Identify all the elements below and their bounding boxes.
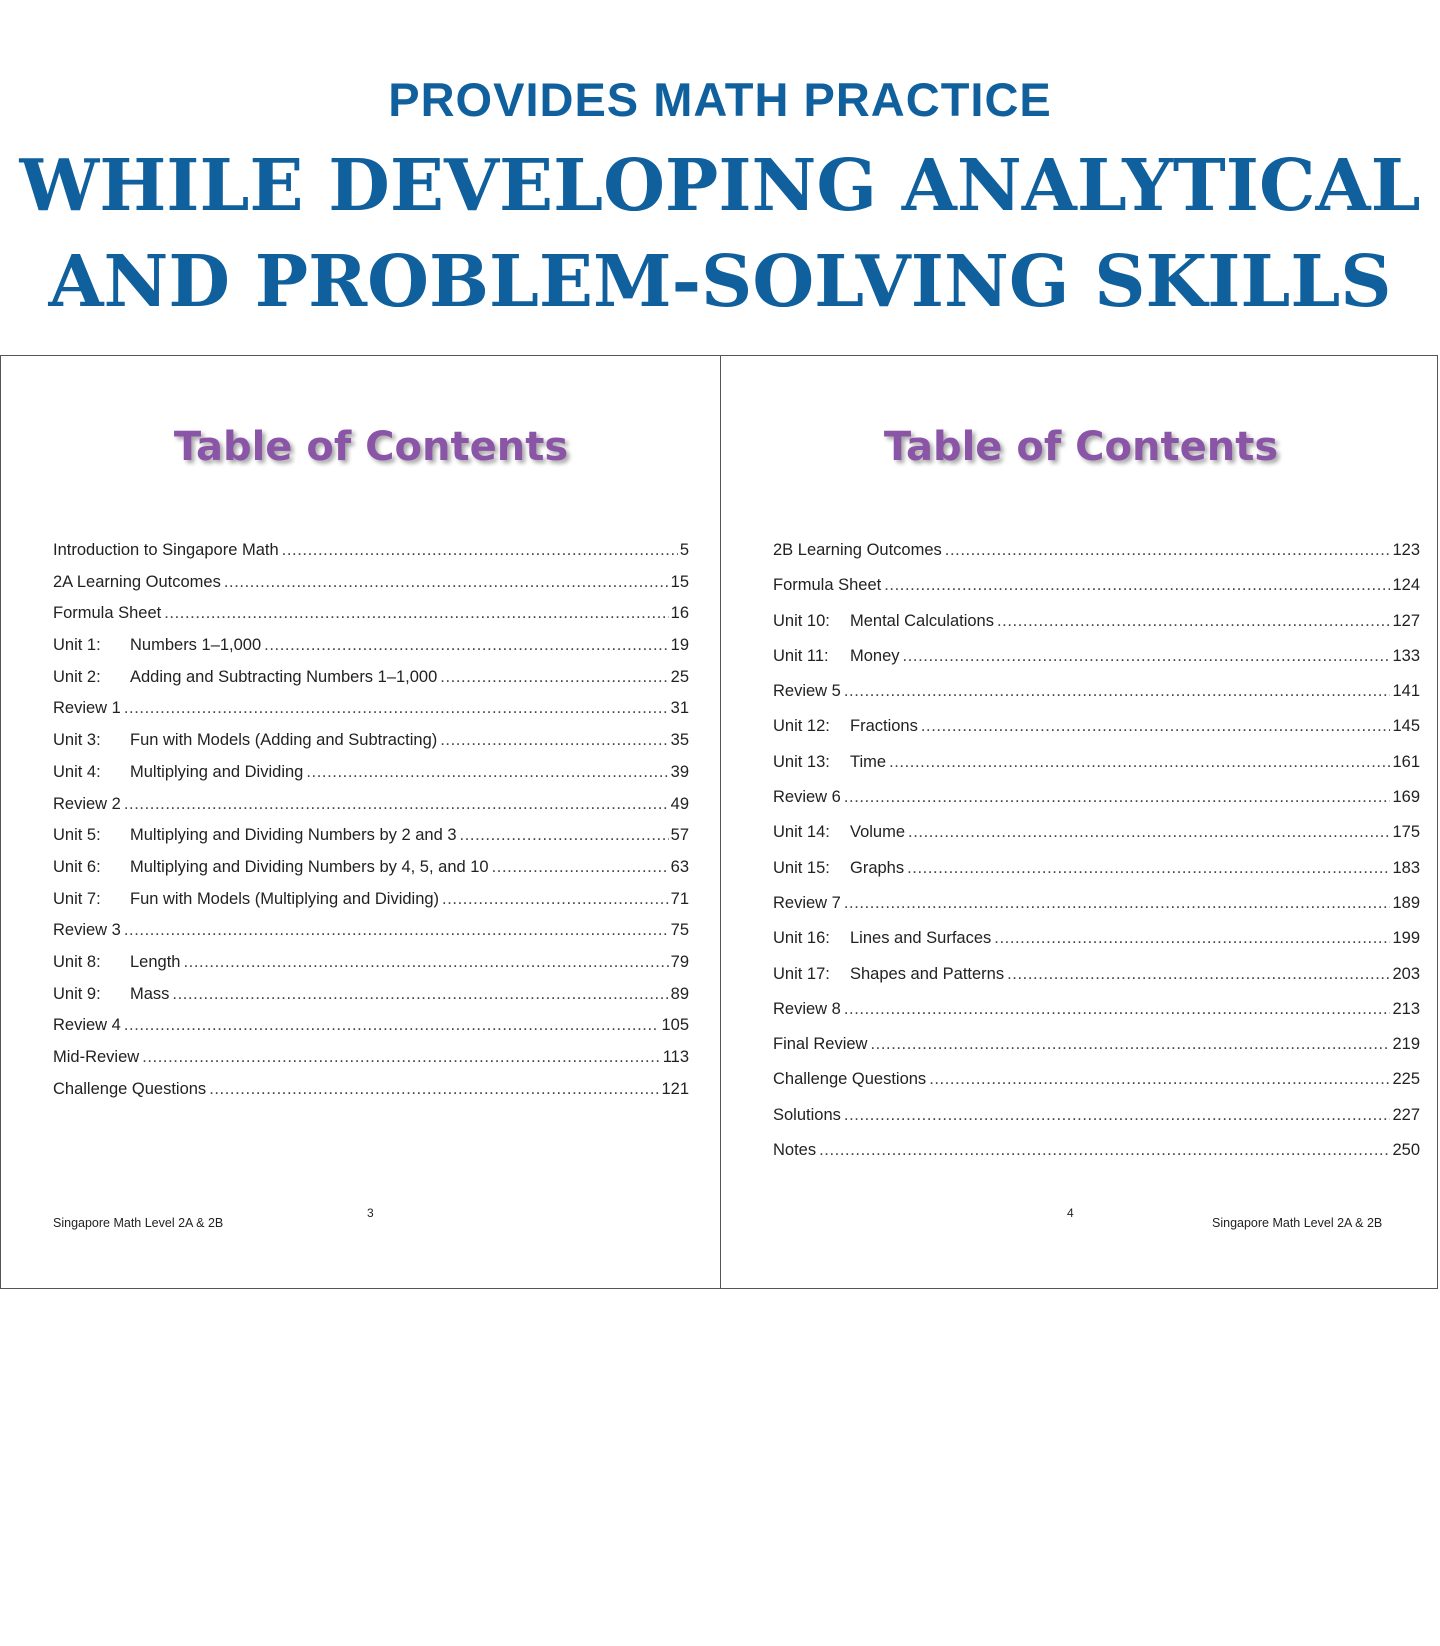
toc-entry-page: 124 — [1392, 576, 1420, 595]
toc-entry-page: 161 — [1392, 752, 1420, 771]
toc-entry-label: Mid-Review — [53, 1048, 140, 1066]
toc-entry — [53, 921, 689, 953]
toc-entry-page: 79 — [670, 952, 689, 971]
toc-entry-title: Adding and Subtracting Numbers 1–1,000 — [130, 667, 438, 686]
toc-entry-page: 203 — [1392, 964, 1420, 983]
toc-entry — [53, 604, 689, 636]
toc-dot-leader — [884, 576, 1390, 595]
toc-entry-label: 2A Learning Outcomes — [53, 572, 221, 591]
toc-dot-leader — [903, 647, 1391, 666]
toc-dot-leader — [142, 1048, 661, 1067]
toc-entry-page: 63 — [670, 857, 689, 876]
toc-entry-page: 15 — [670, 572, 689, 591]
toc-entry-page: 213 — [1392, 999, 1420, 1018]
toc-dot-leader — [870, 1035, 1390, 1054]
toc-entry — [773, 753, 1420, 788]
toc-entry-page: 71 — [670, 889, 689, 908]
toc-entry — [53, 573, 689, 605]
toc-dot-leader — [908, 823, 1390, 842]
toc-entry-label: Unit 1: — [53, 636, 101, 655]
toc-entry-label: Introduction to Singapore Math — [53, 541, 279, 559]
toc-entry-page: 105 — [661, 1016, 689, 1035]
toc-entry — [773, 1141, 1420, 1176]
toc-entry-label: Review 1 — [53, 699, 121, 718]
toc-entry-page: 127 — [1392, 611, 1420, 630]
promo-header — [0, 0, 1440, 355]
toc-entry-title: Multiplying and Dividing Numbers by 4, 5, and 10 — [130, 857, 489, 876]
toc-dot-leader — [844, 682, 1391, 701]
toc-entry — [773, 1000, 1420, 1035]
toc-dot-leader — [209, 1080, 659, 1099]
toc-entry-label: Unit 13: — [773, 752, 830, 771]
toc-entry — [773, 894, 1420, 929]
toc-entry-page: 169 — [1392, 788, 1420, 807]
toc-entry — [773, 1070, 1420, 1105]
toc-entry-label: Unit 14: — [773, 823, 830, 842]
toc-entry — [773, 612, 1420, 647]
toc-entry-page: 189 — [1392, 893, 1420, 912]
toc-entry-page: 250 — [1392, 1141, 1420, 1160]
toc-entry — [53, 636, 689, 668]
toc-entry-label: Review 8 — [773, 999, 841, 1018]
toc-entry-label: Unit 11: — [773, 646, 829, 665]
toc-entry — [53, 858, 689, 890]
toc-entry-title: Volume — [850, 823, 906, 842]
toc-entry-label: Unit 4: — [53, 762, 101, 781]
toc-entry-label: Unit 8: — [53, 952, 101, 971]
toc-dot-leader — [844, 1106, 1391, 1125]
toc-entry-label: Unit 10: — [773, 611, 830, 630]
toc-entry-title: Time — [850, 752, 887, 771]
toc-entry-page: 123 — [1392, 541, 1420, 559]
toc-dot-leader — [460, 826, 669, 845]
toc-entry-page: 145 — [1392, 717, 1420, 736]
toc-dot-leader — [224, 573, 669, 592]
toc-entry-page: 35 — [670, 731, 689, 750]
toc-entry — [773, 541, 1420, 576]
toc-entry — [53, 699, 689, 731]
toc-dot-leader — [440, 731, 668, 750]
toc-entry-label: Unit 6: — [53, 857, 101, 876]
toc-entry-page: 57 — [670, 826, 689, 845]
book-spread — [0, 355, 1438, 1289]
toc-dot-leader — [172, 985, 668, 1004]
toc-dot-leader — [164, 604, 668, 623]
toc-entry-label: Unit 17: — [773, 964, 830, 983]
toc-entry-title: Fun with Models (Multiplying and Dividing) — [130, 889, 440, 908]
toc-entry — [53, 1080, 689, 1112]
toc-entry — [773, 647, 1420, 682]
toc-entry-title: Mental Calculations — [850, 611, 994, 630]
toc-entry-label: Review 6 — [773, 788, 841, 807]
toc-entry-label: Unit 9: — [53, 984, 101, 1003]
toc-entry-page: 121 — [661, 1079, 689, 1098]
toc-entry-page: 227 — [1392, 1105, 1420, 1124]
toc-entry-label: Unit 16: — [773, 929, 830, 948]
toc-entry — [53, 731, 689, 763]
footer-left: Singapore Math Level 2A & 2B — [53, 1216, 224, 1230]
toc-entry-label: Formula Sheet — [773, 576, 882, 595]
toc-dot-leader — [264, 636, 668, 655]
toc-entry-label: Final Review — [773, 1035, 868, 1054]
page-number-left: 3 — [367, 1206, 374, 1220]
toc-entry — [773, 576, 1420, 611]
toc-entry-page: 199 — [1392, 929, 1420, 948]
toc-entry-page: 25 — [670, 667, 689, 686]
toc-dot-leader — [945, 541, 1391, 560]
toc-entry-page: 183 — [1392, 858, 1420, 877]
toc-entry-label: 2B Learning Outcomes — [773, 541, 942, 559]
toc-entry-page: 225 — [1392, 1070, 1420, 1089]
toc-entry-page: 19 — [670, 636, 689, 655]
toc-entry-title: Multiplying and Dividing — [130, 762, 304, 781]
toc-entry-page: 49 — [670, 794, 689, 813]
toc-dot-leader — [929, 1070, 1390, 1089]
toc-entry — [53, 1016, 689, 1048]
toc-dot-leader — [889, 753, 1390, 772]
toc-dot-leader — [183, 953, 668, 972]
toc-dot-leader — [282, 541, 678, 560]
toc-entry-label: Challenge Questions — [773, 1070, 927, 1089]
toc-entry-page: 31 — [670, 699, 689, 718]
toc-list-left — [53, 541, 689, 1111]
toc-entry-page: 39 — [670, 762, 689, 781]
toc-dot-leader — [306, 763, 668, 782]
toc-entry-title: Mass — [130, 984, 170, 1003]
toc-entry-label: Formula Sheet — [53, 604, 162, 623]
toc-dot-leader — [1007, 965, 1390, 984]
toc-entry-label: Unit 2: — [53, 667, 101, 686]
toc-entry-page: 133 — [1392, 646, 1420, 665]
toc-entry — [53, 953, 689, 985]
toc-dot-leader — [844, 894, 1391, 913]
toc-entry — [773, 929, 1420, 964]
toc-entry-label: Notes — [773, 1141, 817, 1160]
toc-entry-title: Graphs — [850, 858, 905, 877]
toc-entry-title: Fractions — [850, 717, 918, 736]
toc-entry-title: Lines and Surfaces — [850, 929, 992, 948]
toc-entry — [53, 890, 689, 922]
toc-dot-leader — [442, 890, 669, 909]
toc-entry — [773, 823, 1420, 858]
toc-entry-page: 175 — [1392, 823, 1420, 842]
toc-entry-title: Numbers 1–1,000 — [130, 636, 262, 655]
toc-entry-page: 75 — [670, 921, 689, 940]
page-number-right: 4 — [1067, 1206, 1074, 1220]
kicker-text: PROVIDES MATH PRACTICE — [388, 73, 1052, 126]
toc-entry — [53, 541, 689, 573]
toc-entry-title: Fun with Models (Adding and Subtracting) — [130, 731, 438, 750]
toc-dot-leader — [997, 612, 1390, 631]
headline-line-2: AND PROBLEM-SOLVING SKILLS — [48, 239, 1392, 323]
toc-entry-label: Unit 5: — [53, 826, 101, 845]
toc-entry — [773, 788, 1420, 823]
toc-dot-leader — [921, 717, 1391, 736]
toc-entry-label: Review 4 — [53, 1016, 121, 1035]
toc-entry — [773, 682, 1420, 717]
toc-entry — [773, 1035, 1420, 1070]
toc-dot-leader — [440, 668, 668, 687]
toc-entry-label: Review 3 — [53, 921, 121, 940]
toc-dot-leader — [844, 1000, 1391, 1019]
toc-dot-leader — [844, 788, 1391, 807]
toc-entry-page: 113 — [662, 1048, 689, 1066]
toc-dot-leader — [994, 929, 1390, 948]
toc-entry-label: Review 5 — [773, 682, 841, 701]
toc-entry-label: Unit 3: — [53, 731, 101, 750]
toc-entry-page: 89 — [670, 984, 689, 1003]
toc-entry-title: Money — [850, 646, 900, 665]
toc-title-left: Table of Contents — [173, 424, 569, 470]
toc-dot-leader — [124, 1016, 660, 1035]
left-page — [1, 356, 721, 1288]
toc-entry — [773, 1106, 1420, 1141]
toc-entry-page: 141 — [1392, 682, 1420, 701]
headline-line-1: WHILE DEVELOPING ANALYTICAL — [19, 143, 1421, 227]
toc-entry — [53, 795, 689, 827]
toc-entry — [773, 965, 1420, 1000]
toc-entry — [53, 1048, 689, 1080]
toc-dot-leader — [124, 921, 669, 940]
toc-entry-title: Length — [130, 952, 181, 971]
toc-entry-label: Unit 12: — [773, 717, 830, 736]
toc-dot-leader — [907, 859, 1390, 878]
toc-entry-label: Challenge Questions — [53, 1079, 207, 1098]
toc-entry — [773, 859, 1420, 894]
footer-right: Singapore Math Level 2A & 2B — [1212, 1216, 1383, 1230]
toc-title-right: Table of Contents — [883, 424, 1279, 470]
toc-entry-label: Unit 15: — [773, 858, 830, 877]
toc-entry — [53, 985, 689, 1017]
toc-entry-label: Unit 7: — [53, 889, 101, 908]
toc-entry — [53, 668, 689, 700]
toc-entry — [773, 717, 1420, 752]
toc-entry-page: 16 — [670, 604, 689, 623]
toc-entry-page: 219 — [1392, 1035, 1420, 1054]
toc-entry — [53, 826, 689, 858]
toc-entry-title: Shapes and Patterns — [850, 964, 1005, 983]
toc-entry-label: Review 2 — [53, 794, 121, 813]
toc-entry-title: Multiplying and Dividing Numbers by 2 and 3 — [130, 826, 457, 845]
toc-entry-label: Solutions — [773, 1105, 841, 1124]
toc-dot-leader — [819, 1141, 1390, 1160]
toc-entry-page: 5 — [679, 541, 689, 559]
toc-dot-leader — [124, 795, 669, 814]
toc-entry-label: Review 7 — [773, 893, 841, 912]
toc-dot-leader — [492, 858, 669, 877]
right-page — [721, 356, 1438, 1288]
toc-entry — [53, 763, 689, 795]
toc-dot-leader — [124, 699, 669, 718]
toc-list-right — [773, 541, 1420, 1176]
